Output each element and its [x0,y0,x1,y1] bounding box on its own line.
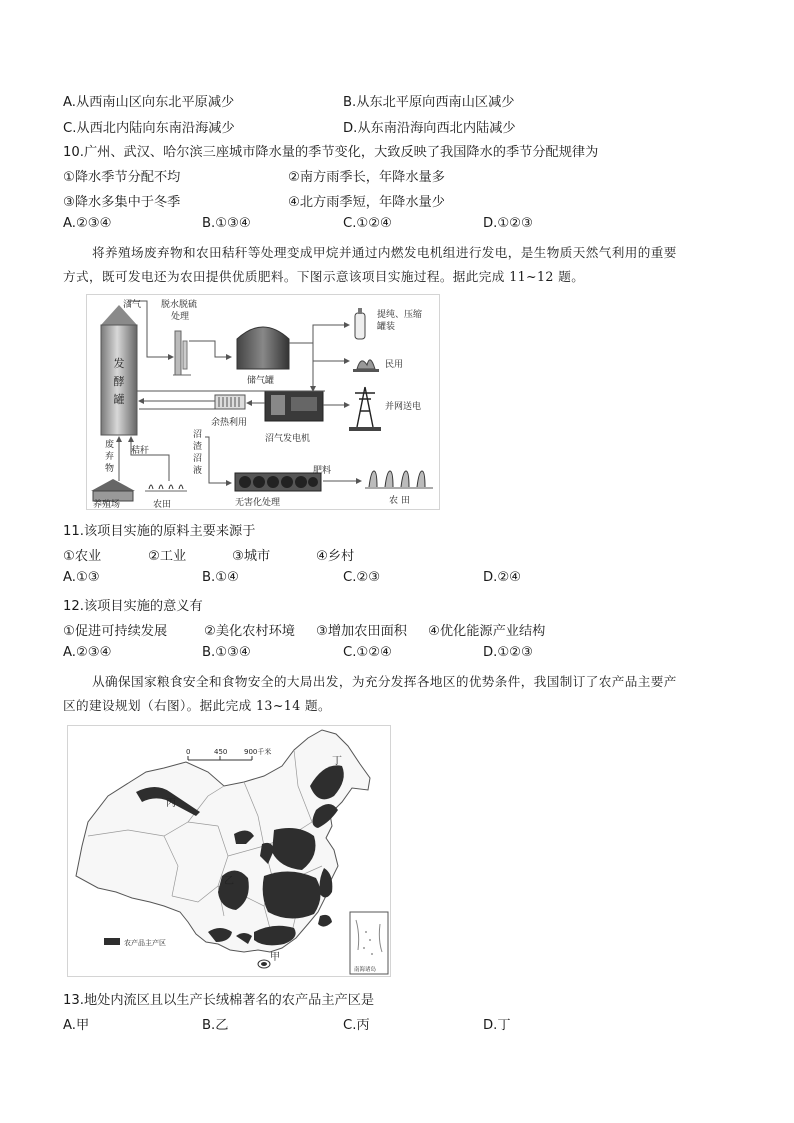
power-tower-icon [349,387,381,431]
label-fertilizer: 肥料 [313,466,332,476]
q10-item-2: ②南方雨季长，年降水量多 [288,170,445,185]
residue-char-1: 沼 [193,430,203,440]
label-storage: 储气罐 [247,376,275,386]
q13-stem: 13.地处内流区且以生产长绒棉著名的农产品主产区是 [63,993,375,1008]
label-desulfur-2: 处理 [171,312,190,322]
tank-char-1: 发 [113,357,125,370]
q12-item-1: ①促进可持续发展 [63,624,168,639]
scale-450: 450 [214,748,228,756]
farmland-crops-icon [365,471,433,488]
label-desulfur-1: 脱水脱硫 [161,300,198,310]
residue-char-2: 渣 [193,442,203,452]
desulfurization-unit-icon [173,331,191,375]
q13-option-b: B.乙 [202,1018,229,1033]
scale-900: 900千米 [244,748,272,756]
label-jia: 甲 [270,952,280,963]
q10-option-d: D.①②③ [483,216,533,231]
waste-char-1: 废 [105,440,115,450]
q11-option-d: D.②④ [483,570,521,585]
label-biogas: 沼气 [123,300,142,310]
q10-item-3: ③降水多集中于冬季 [63,195,181,210]
label-generator: 沼气发电机 [265,434,311,444]
q9-option-b: B.从东北平原向西南山区减少 [343,95,515,110]
legend-label: 农产品主产区 [124,939,166,947]
south-china-sea-inset [350,912,388,974]
q12-option-a: A.②③④ [63,645,112,660]
waste-heat-exchanger-icon [215,395,245,409]
region-yangtze [263,871,321,918]
q10-option-c: C.①②④ [343,216,392,231]
label-field-big: 农 田 [389,496,410,506]
label-harmless: 无害化处理 [235,498,281,508]
q12-item-4: ④优化能源产业结构 [428,624,546,639]
civil-use-flame-icon [353,360,379,372]
q11-item-4: ④乡村 [316,549,355,564]
small-field-icon [145,485,187,491]
q13-option-a: A.甲 [63,1018,90,1033]
inset-label: 南海诸岛 [354,967,377,973]
waste-char-3: 物 [105,464,115,474]
waste-char-2: 弃 [105,452,115,462]
legend-swatch [104,938,120,945]
label-field-small: 农田 [153,500,172,509]
fermentation-tank [101,305,137,435]
q9-option-d: D.从东南沿海向西北内陆减少 [343,121,516,136]
q9-option-a: A.从西南山区向东北平原减少 [63,95,235,110]
label-farm: 养殖场 [93,500,121,509]
q12-option-b: B.①③④ [202,645,251,660]
q12-option-d: D.①②③ [483,645,533,660]
q12-stem: 12.该项目实施的意义有 [63,599,203,614]
label-yi: 乙 [224,876,234,887]
q10-option-b: B.①③④ [202,216,251,231]
q10-stem: 10.广州、武汉、哈尔滨三座城市降水量的季节变化，大致反映了我国降水的季节分配规律为 [63,145,599,160]
label-straw: 秸秆 [131,446,150,456]
q11-option-a: A.①③ [63,570,100,585]
q13-option-c: C.丙 [343,1018,370,1033]
label-waste-heat: 余热利用 [211,418,248,428]
q10-option-a: A.②③④ [63,216,112,231]
q11-stem: 11.该项目实施的原料主要来源于 [63,524,256,539]
label-ding: 丁 [332,756,342,767]
q12-item-2: ②美化农村环境 [204,624,295,639]
harmless-treatment-icon [235,473,321,491]
q11-item-2: ②工业 [148,549,187,564]
residue-char-4: 液 [193,466,203,476]
q10-item-4: ④北方雨季短，年降水量少 [288,195,445,210]
livestock-farm-icon [91,479,135,501]
region-fujian [318,915,332,927]
passage-1-line-2: 方式，既可发电还为农田提供优质肥料。下图示意该项目实施过程。据此完成 11~12 题。 [63,269,585,284]
q9-option-c: C.从西北内陆向东南沿海减少 [63,121,235,136]
label-civil: 民用 [385,360,404,370]
label-bing: 丙 [166,798,176,809]
q10-item-1: ①降水季节分配不均 [63,170,181,185]
q12-item-3: ③增加农田面积 [316,624,407,639]
gas-cylinder-icon [355,308,365,339]
q11-option-b: B.①④ [202,570,239,585]
q13-option-d: D.丁 [483,1018,511,1033]
biogas-generator-icon [265,391,323,421]
passage-1-line-1: 将养殖场废弃物和农田秸秆等处理变成甲烷并通过内燃发电机组进行发电，是生物质天然气利用的重要 [92,245,677,260]
china-agriculture-map [67,725,391,977]
passage-2-line-2: 区的建设规划（右图）。据此完成 13~14 题。 [63,698,332,713]
tank-char-2: 酵 [113,375,125,388]
q11-item-1: ①农业 [63,549,102,564]
q11-item-3: ③城市 [232,549,271,564]
q12-option-c: C.①②④ [343,645,392,660]
gas-storage-tank-icon [237,327,289,369]
q11-option-c: C.②③ [343,570,381,585]
scale-0: 0 [186,748,191,756]
label-purify-1: 提纯、压缩 [377,310,423,320]
passage-2-line-1: 从确保国家粮食安全和食物安全的大局出发，为充分发挥各地区的优势条件，我国制订了农产品主要产 [92,674,677,689]
label-grid: 并网送电 [385,402,422,412]
label-purify-2: 罐装 [377,322,396,332]
biogas-process-diagram [86,294,440,510]
residue-char-3: 沼 [193,454,203,464]
tank-char-3: 罐 [113,393,125,406]
